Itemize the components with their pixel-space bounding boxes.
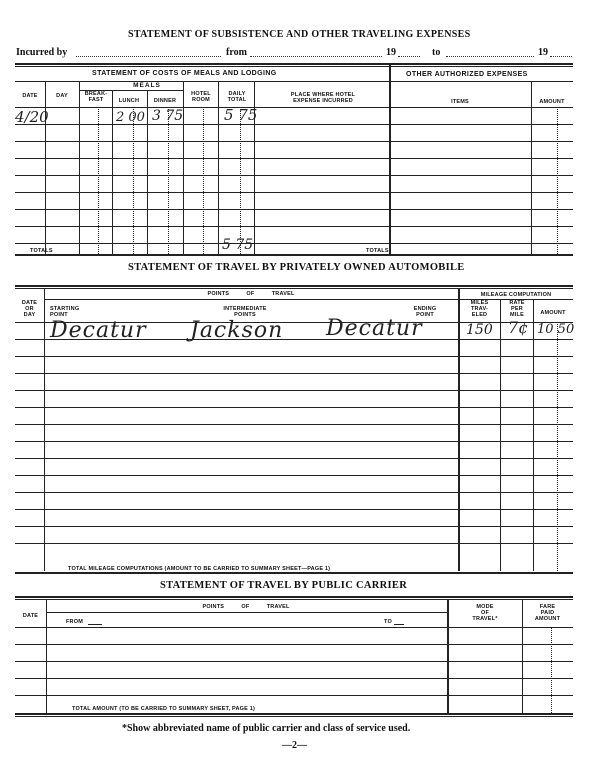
col-line [112,90,113,254]
carrier-points-header: POINTS OF TRAVEL [202,604,290,610]
meals-col-daily: DAILY TOTAL [227,91,247,103]
meals-col-date: DATE [22,93,38,99]
auto-col-end: ENDING POINT [413,306,437,318]
col-line [557,322,558,571]
row-line [15,475,573,476]
col-line [551,627,552,713]
to-year-label: 19 [538,47,548,58]
carrier-col-date: DATE [22,613,39,619]
carrier-bottom-border [15,713,573,715]
col-line [147,90,148,254]
carrier-col-fare: FARE PAID AMOUNT [534,604,561,622]
row-line [15,678,573,679]
col-line [240,107,241,254]
carrier-top-border [15,596,573,598]
meals-col-lunch: LUNCH [118,98,140,104]
auto-col-date: DATE OR DAY [21,300,38,318]
section1-top-border-2 [15,66,573,67]
carrier-points-underline [46,612,447,613]
meals-col-hotel: HOTEL ROOM [191,91,211,103]
auto-col-rate: RATE PER MILE [509,300,525,318]
carrier-bottom-border-2 [15,716,573,717]
row-line [15,458,573,459]
to-label: to [432,47,441,58]
meals-section-title: STATEMENT OF COSTS OF MEALS AND LODGING [92,70,277,77]
row-line [15,492,573,493]
auto-entry-rate: 7¢ [508,318,529,337]
footer-note: *Show abbreviated name of public carrier and class of service used. [122,723,411,734]
meals-entry-date: 4/20 [15,108,49,126]
auto-total-label: TOTAL MILEAGE COMPUTATIONS (AMOUNT TO BE CARRIED TO SUMMARY SHEET—PAGE 1) [68,566,331,572]
row-line [15,644,573,645]
meals-title-underline [15,81,389,82]
to-year-field[interactable] [550,56,572,57]
section1-top-border [15,63,573,65]
carrier-top-border-2 [15,599,573,600]
col-line [218,82,219,254]
col-line [44,288,45,571]
auto-top-border-2 [15,288,573,289]
meals-group-label: MEALS [133,82,161,89]
meals-col-dinner: DINNER [153,98,177,104]
carrier-total-label: TOTAL AMOUNT (TO BE CARRIED TO SUMMARY SHEET, PAGE 1) [72,706,256,712]
auto-col-start: STARTING POINT [50,306,80,318]
meals-col-place: PLACE WHERE HOTEL EXPENSE INCURRED [290,92,356,104]
other-col-amount: AMOUNT [539,99,565,105]
carrier-from-line [88,624,102,625]
row-line [15,373,573,374]
page-number: —2— [282,740,307,751]
meals-entry-daily-total: 5 75 [224,106,258,124]
row-line [15,407,573,408]
auto-entry-intermediate: Jackson [190,318,284,343]
meals-entry-lunch: 2 00 [116,110,145,125]
row-line [15,526,573,527]
auto-bottom-border [15,572,573,574]
auto-mileage-header: MILEAGE COMPUTATION [480,292,552,298]
from-label: from [226,47,247,58]
meals-col-day: DAY [56,93,68,99]
other-expenses-title: OTHER AUTHORIZED EXPENSES [406,71,528,78]
auto-points-header: POINTS OF TRAVEL [207,291,295,297]
row-line [15,661,573,662]
auto-top-border [15,285,573,287]
col-line [203,107,204,254]
auto-col-intermediate: INTERMEDIATE POINTS [223,306,267,318]
row-line [15,441,573,442]
incurred-by-label: Incurred by [16,47,68,58]
carrier-to-line [394,624,404,625]
meals-col-breakfast: BREAK- FAST [84,91,108,103]
col-line [133,107,134,254]
auto-section-title: STATEMENT OF TRAVEL BY PRIVATELY OWNED AUTOMOBILE [128,262,465,273]
row-line [15,356,573,357]
col-line [533,299,534,571]
auto-entry-miles: 150 [466,322,493,338]
col-line [458,288,460,571]
meals-entry-dinner: 3 75 [152,108,184,124]
auto-entry-start: Decatur [50,318,147,343]
incurred-by-field[interactable] [76,56,221,57]
col-line [389,63,391,254]
row-line [15,509,573,510]
carrier-header-bottom [15,627,573,628]
carrier-col-to: TO [384,619,392,625]
other-title-underline [390,81,573,82]
from-year-field[interactable] [398,56,420,57]
col-line [447,599,449,713]
col-line [168,107,169,254]
col-line [522,599,523,713]
carrier-section-title: STATEMENT OF TRAVEL BY PUBLIC CARRIER [160,580,408,591]
other-col-items: ITEMS [451,99,469,105]
auto-entry-end: Decatur [326,316,423,341]
to-date-field[interactable] [446,56,534,57]
row-line [15,695,573,696]
auto-col-miles: MILES TRAV- ELED [470,300,489,318]
from-date-field[interactable] [250,56,382,57]
from-year-label: 19 [386,47,396,58]
section1-bottom-border [15,254,573,256]
row-line [15,424,573,425]
row-line [15,390,573,391]
carrier-col-from: FROM [66,619,83,625]
col-line [557,107,558,254]
col-line [500,299,501,571]
col-line [79,82,80,254]
other-totals-label: TOTALS [366,248,389,254]
carrier-col-mode: MODE OF TRAVEL* [472,604,498,622]
meals-totals-label: TOTALS [30,248,53,254]
auto-col-amount: AMOUNT [540,310,566,316]
auto-entry-amount: 10 50 [537,322,575,337]
meals-total-value: 5 75 [222,237,254,253]
page-title: STATEMENT OF SUBSISTENCE AND OTHER TRAVELING EXPENSES [128,29,471,40]
col-line [531,82,532,254]
row-line [15,543,573,544]
col-line [98,107,99,254]
col-line [46,599,47,713]
